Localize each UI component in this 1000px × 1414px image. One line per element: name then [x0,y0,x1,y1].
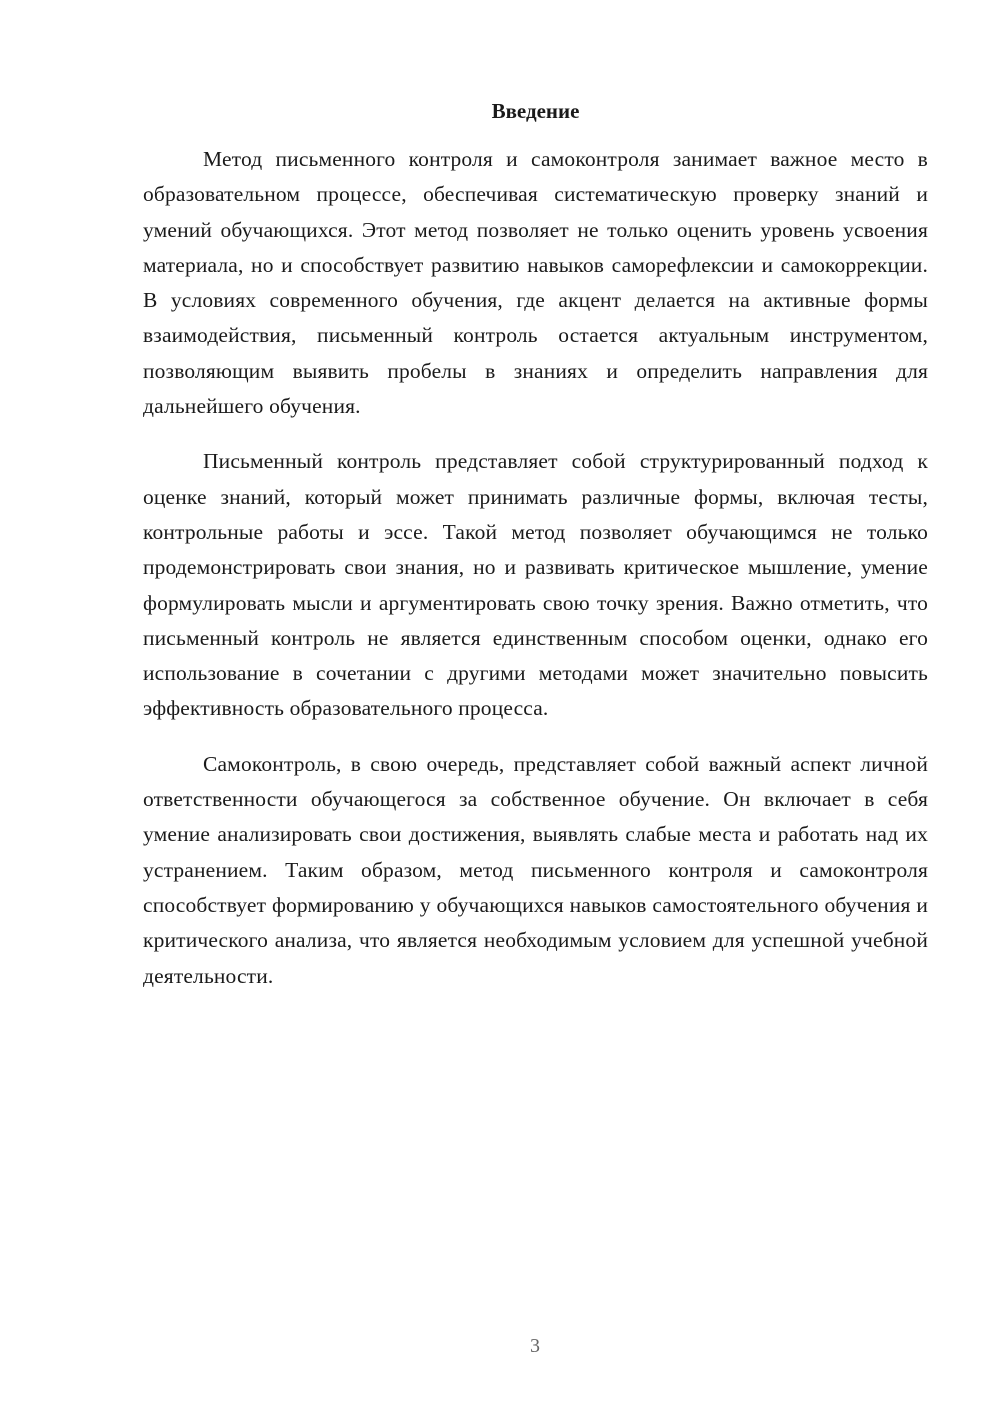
paragraph-1: Метод письменного контроля и самоконтроля занимает важное место в образовательном процессе, обеспечивая систематическую проверку знаний и умений обучающихся. Этот метод позволяет не только оценить уровень усвоения материала, но и способствует развитию навыков саморефлексии и самокоррекции. В условиях современного обучения, где акцент делается на активные формы взаимодействия, письменный контроль остается актуальным инструментом, позволяющим выявить пробелы в знаниях и определить направления для дальнейшего обучения. [143,147,928,419]
paragraph-2: Письменный контроль представляет собой структурированный подход к оценке знаний, который может принимать различные формы, включая тесты, контрольные работы и эссе. Такой метод позволяет обучающимся не только продемонстрировать свои знания, но и развивать критическое мышление, умение формулировать мысли и аргументировать свою точку зрения. Важно отметить, что письменный контроль не является единственным способом оценки, однако его использование в сочетании с другими методами может значительно повысить эффективность образовательного процесса. [143,449,928,721]
paragraph-3: Самоконтроль, в свою очередь, представляет собой важный аспект личной ответственности обучающегося за собственное обучение. Он включает в себя умение анализировать свои достижения, выявлять слабые места и работать над их устранением. Таким образом, метод письменного контроля и самоконтроля способствует формированию у обучающихся навыков самостоятельного обучения и критического анализа, что является необходимым условием для успешной учебной деятельности. [143,751,928,988]
page-number: 3 [530,1335,540,1357]
section-heading: Введение [491,99,580,123]
body-text [143,142,928,1014]
